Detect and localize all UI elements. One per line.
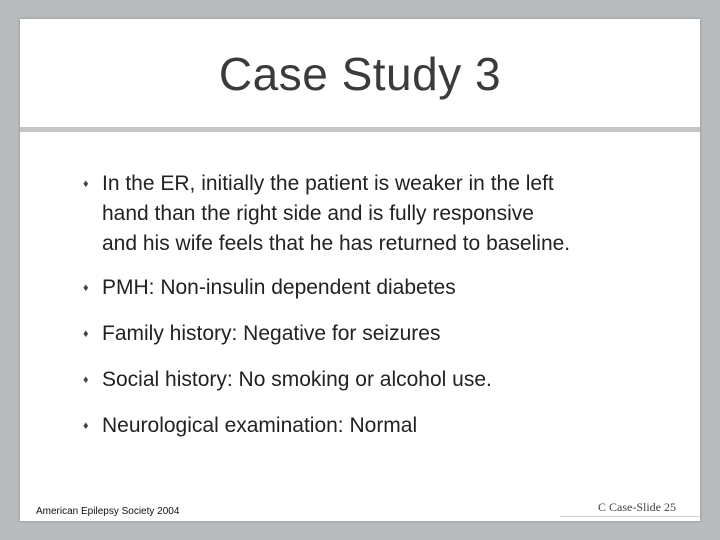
bullet-icon: ♦ bbox=[83, 178, 89, 190]
bullet-item bbox=[78, 273, 678, 303]
bullet-item bbox=[78, 169, 678, 259]
bullet-icon: ♦ bbox=[83, 282, 89, 294]
slide bbox=[20, 19, 700, 521]
title-divider bbox=[20, 127, 700, 132]
bullet-item bbox=[78, 365, 678, 395]
footer-divider bbox=[560, 516, 700, 517]
bullet-text: Family history: Negative for seizures bbox=[102, 322, 441, 345]
bullet-text: PMH: Non-insulin dependent diabetes bbox=[102, 276, 456, 299]
bullet-icon: ♦ bbox=[83, 374, 89, 386]
bullet-icon: ♦ bbox=[83, 420, 89, 432]
footer-left: American Epilepsy Society 2004 bbox=[36, 506, 180, 517]
bullet-text: Neurological examination: Normal bbox=[102, 414, 418, 437]
slide-title: Case Study 3 bbox=[218, 48, 502, 100]
bullet-text: Social history: No smoking or alcohol use. bbox=[102, 368, 492, 391]
bullet-item bbox=[78, 411, 678, 441]
bullet-icon: ♦ bbox=[83, 328, 89, 340]
title-area bbox=[20, 19, 700, 127]
footer-right: C Case-Slide 25 bbox=[598, 500, 676, 514]
bullet-text: In the ER, initially the patient is weaker in the left hand than the right side and is fully responsive and his wife feels that he has returned to baseline. bbox=[102, 172, 571, 255]
bullet-item bbox=[78, 319, 678, 349]
bullet-list bbox=[78, 169, 678, 457]
